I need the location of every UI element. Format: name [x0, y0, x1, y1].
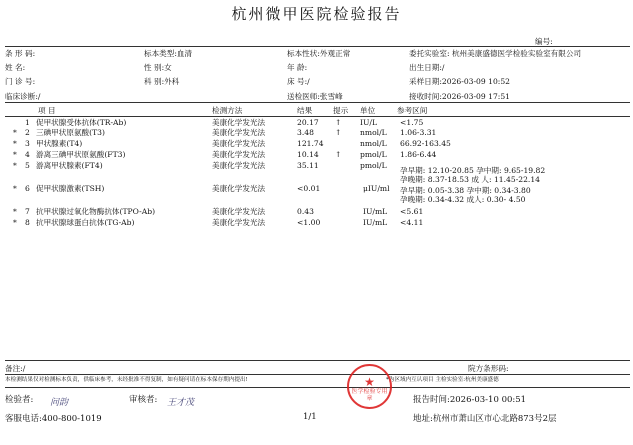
table-row — [5, 184, 630, 206]
mutual-note: *为区域内互认项目 主检实验室:杭州美康盛德 — [386, 377, 499, 383]
row-no: 2 — [25, 128, 30, 137]
result: 10.14 — [297, 150, 319, 159]
disclaimer: 本检测结果仅对检测标本负责，供临床参考，未经批准不得复制，如有疑问请在标本保存期内提出! — [5, 377, 248, 383]
col-ref: 参考区间 — [397, 106, 428, 115]
row-no: 5 — [25, 161, 30, 170]
page-number: 1/1 — [303, 412, 317, 422]
name-label: 姓 名: — [5, 63, 26, 72]
hospital-barcode-label: 院方条形码: — [468, 364, 509, 373]
divider-footer — [5, 360, 630, 361]
item-name: 游离三碘甲状原氨酸(FT3) — [36, 150, 126, 159]
address: 地址:杭州市萧山区市心北路873号2层 — [413, 414, 557, 424]
method: 美康化学发光法 — [212, 150, 266, 159]
divider-top — [5, 46, 630, 47]
age: 年 龄: — [287, 63, 308, 72]
item-name: 抗甲状腺过氧化物酶抗体(TPO-Ab) — [36, 207, 156, 216]
doctor: 送检医师:张雪峰 — [287, 92, 343, 101]
flag-up-icon: ↑ — [335, 150, 342, 159]
ref-range: <5.61 — [400, 207, 424, 216]
col-method: 检测方法 — [212, 106, 243, 115]
row-no: 3 — [25, 139, 30, 148]
method: 美康化学发光法 — [212, 128, 266, 137]
ref-range: 1.86-6.44 — [400, 150, 437, 159]
result: 35.11 — [297, 161, 319, 170]
tester-label: 检验者: — [5, 395, 34, 405]
ref-range-line: 孕晚期: 0.34-4.32 成人: 0.30- 4.50 — [400, 195, 526, 204]
sample-type: 标本类型:血清 — [144, 49, 193, 58]
table-row — [5, 218, 630, 232]
mutual-star: * — [13, 184, 17, 193]
row-no: 4 — [25, 150, 30, 159]
unit: μIU/ml — [363, 184, 390, 193]
row-no: 6 — [25, 184, 30, 193]
unit: IU/mL — [363, 218, 388, 227]
col-result: 结果 — [297, 106, 313, 115]
result: <0.01 — [297, 184, 321, 193]
divider-remark — [5, 374, 630, 375]
result: 121.74 — [297, 139, 324, 148]
report-number-label: 编号: — [535, 37, 553, 46]
clinic-no-label: 门 诊 号: — [5, 77, 36, 86]
ref-range-line: 孕早期: 0.05-3.38 孕中期: 0.34-3.80 — [400, 186, 531, 195]
receive-time: 接收时间:2026-03-09 17:51 — [409, 92, 511, 101]
unit: pmol/L — [360, 150, 387, 159]
department: 科 别:外科 — [144, 77, 180, 86]
official-seal — [347, 364, 392, 409]
item-name: 甲状腺素(T4) — [36, 139, 83, 148]
page-title: 杭州微甲医院检验报告 — [231, 5, 402, 23]
mutual-star: * — [13, 128, 17, 137]
birth-date: 出生日期:/ — [409, 63, 445, 72]
item-name: 促甲状腺激素(TSH) — [36, 184, 105, 193]
method: 美康化学发光法 — [212, 218, 266, 227]
method: 美康化学发光法 — [212, 139, 266, 148]
unit: nmol/L — [360, 128, 387, 137]
mutual-star: * — [13, 161, 17, 170]
sample-no-label: 条 形 码: — [5, 49, 36, 58]
bed-no: 床 号:/ — [287, 77, 310, 86]
unit: IU/L — [360, 118, 378, 127]
method: 美康化学发光法 — [212, 184, 266, 193]
flag-up-icon: ↑ — [335, 118, 342, 127]
item-name: 促甲状腺受体抗体(TR-Ab) — [36, 118, 127, 127]
ref-range: 66.92-163.45 — [400, 139, 451, 148]
mutual-star: * — [13, 139, 17, 148]
unit: nmol/L — [360, 139, 387, 148]
divider-header — [5, 102, 630, 103]
method: 美康化学发光法 — [212, 207, 266, 216]
method: 美康化学发光法 — [212, 118, 266, 127]
diagnosis: 临床诊断:/ — [5, 92, 41, 101]
tester-signature: 问韵 — [50, 398, 69, 408]
divider-table — [5, 116, 630, 117]
row-no: 1 — [25, 118, 30, 127]
item-name: 三碘甲状原氨酸(T3) — [36, 128, 105, 137]
report-time: 报告时间:2026-03-10 00:51 — [413, 395, 527, 405]
row-no: 7 — [25, 207, 30, 216]
flag-up-icon: ↑ — [335, 128, 342, 137]
ref-range: 1.06-3.31 — [400, 128, 437, 137]
col-flag: 提示 — [333, 106, 349, 115]
item-name: 抗甲状腺球蛋白抗体(TG-Ab) — [36, 218, 135, 227]
unit: IU/mL — [363, 207, 388, 216]
sex: 性 别:女 — [144, 63, 172, 72]
divider-disclaimer — [5, 387, 630, 388]
reviewer-label: 审核者: — [129, 395, 158, 405]
reviewer-signature: 王才茂 — [167, 398, 195, 408]
result: 3.48 — [297, 128, 314, 137]
method: 美康化学发光法 — [212, 161, 266, 170]
seal-star-icon: ★ — [364, 375, 375, 389]
table-row — [5, 161, 630, 184]
col-item: 项 目 — [38, 106, 56, 115]
result: <1.00 — [297, 218, 321, 227]
remark: 备注:/ — [5, 364, 26, 373]
ref-range: <1.75 — [400, 118, 424, 127]
result: 20.17 — [297, 118, 319, 127]
unit: pmol/L — [360, 161, 387, 170]
row-no: 8 — [25, 218, 30, 227]
mutual-star: * — [13, 207, 17, 216]
item-name: 游离甲状腺素(FT4) — [36, 161, 103, 170]
mutual-star: * — [13, 218, 17, 227]
ref-range: <4.11 — [400, 218, 424, 227]
mutual-star: * — [13, 150, 17, 159]
lab-name: 委托实验室: 杭州美康盛德医学检验实验室有限公司 — [409, 49, 582, 58]
service-phone: 客服电话:400-800-1019 — [5, 414, 102, 424]
col-unit: 单位 — [360, 106, 376, 115]
collect-time: 采样日期:2026-03-09 10:52 — [409, 77, 511, 86]
ref-range-line: 孕早期: 12.10-20.85 孕中期: 9.65-19.82 — [400, 166, 546, 175]
ref-range-line: 孕晚期: 8.37-18.53 成 人: 11.45-22.14 — [400, 175, 540, 184]
result: 0.43 — [297, 207, 314, 216]
seal-text: 医学检验专用章 — [351, 388, 388, 402]
sample-status: 标本性状:外观正常 — [287, 49, 351, 58]
